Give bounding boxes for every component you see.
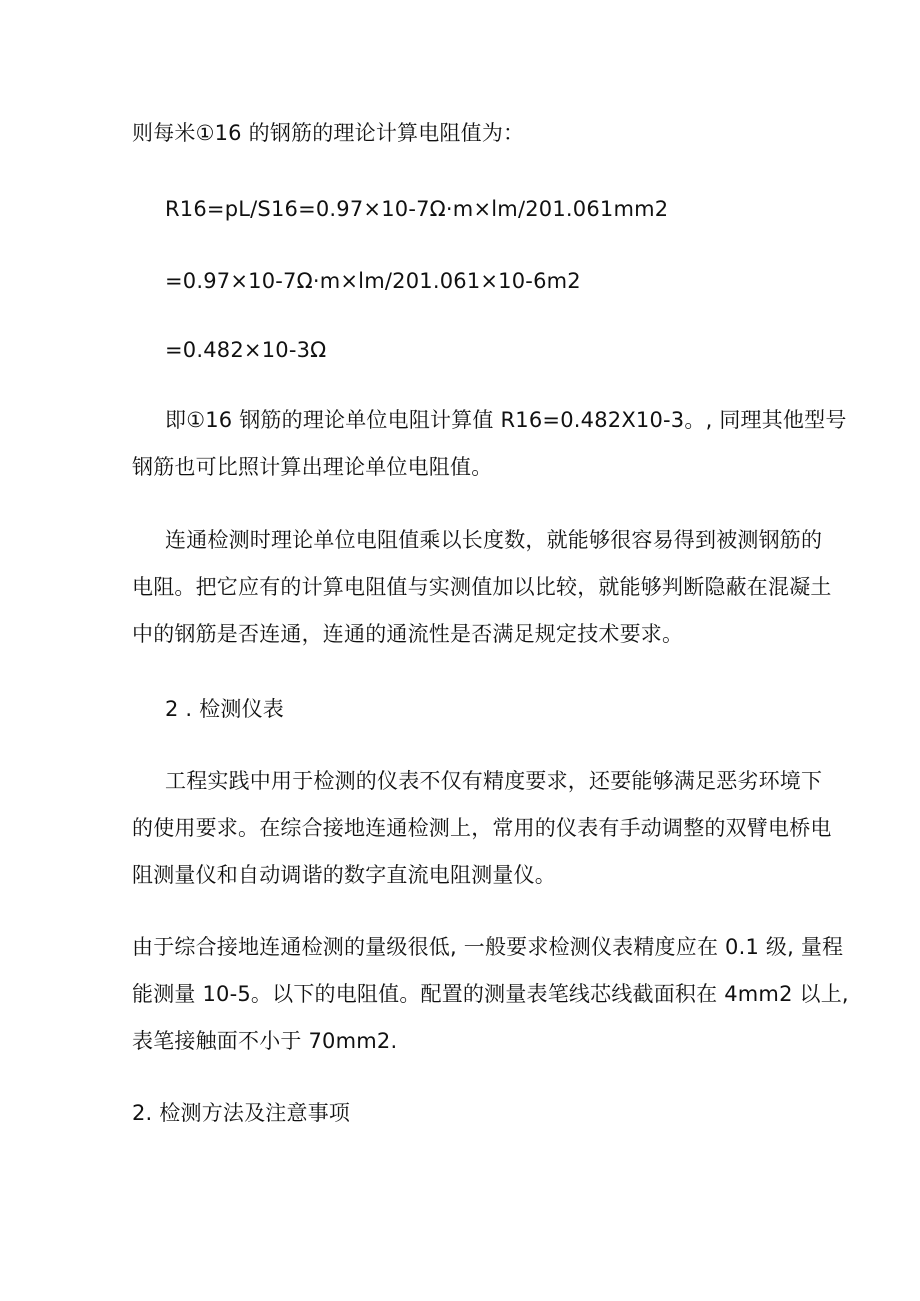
- paragraph-2-line-3: 中的钢筋是否连通，连通的通流性是否满足规定技术要求。: [132, 622, 684, 646]
- paragraph-1-line-1: 即①16 钢筋的理论单位电阻计算值 R16=0.482X10-3。, 同理其他型号: [165, 408, 847, 432]
- paragraph-3-line-2: 的使用要求。在综合接地连通检测上，常用的仪表有手动调整的双臂电桥电: [132, 816, 832, 840]
- section-heading-instruments: 2 . 检测仪表: [165, 697, 284, 721]
- paragraph-4-line-1: 由于综合接地连通检测的量级很低, 一般要求检测仪表精度应在 0.1 级, 量程: [132, 935, 844, 959]
- paragraph-4-line-2: 能测量 10-5。以下的电阻值。配置的测量表笔线芯线截面积在 4mm2 以上,: [132, 982, 849, 1006]
- paragraph-1-line-2: 钢筋也可比照计算出理论单位电阻值。: [132, 455, 493, 479]
- paragraph-2-line-1: 连通检测时理论单位电阻值乘以长度数，就能够很容易得到被测钢筋的: [165, 528, 823, 552]
- paragraph-2-line-2: 电阻。把它应有的计算电阻值与实测值加以比较，就能够判断隐蔽在混凝土: [132, 575, 832, 599]
- paragraph-3-line-1: 工程实践中用于检测的仪表不仅有精度要求，还要能够满足恶劣环境下: [165, 769, 823, 793]
- intro-line: 则每米①16 的钢筋的理论计算电阻值为：: [132, 121, 525, 145]
- paragraph-3-line-3: 阻测量仪和自动调谐的数字直流电阻测量仪。: [132, 863, 556, 887]
- formula-line-3: =0.482×10-3Ω: [165, 338, 327, 362]
- section-heading-methods: 2. 检测方法及注意事项: [132, 1101, 351, 1125]
- formula-line-1: R16=pL/S16=0.97×10-7Ω·m×lm∕201.061mm2: [165, 197, 669, 221]
- formula-line-2: =0.97×10-7Ω·m×lm/201.061×10-6m2: [165, 269, 581, 293]
- paragraph-4-line-3: 表笔接触面不小于 70mm2.: [132, 1029, 398, 1053]
